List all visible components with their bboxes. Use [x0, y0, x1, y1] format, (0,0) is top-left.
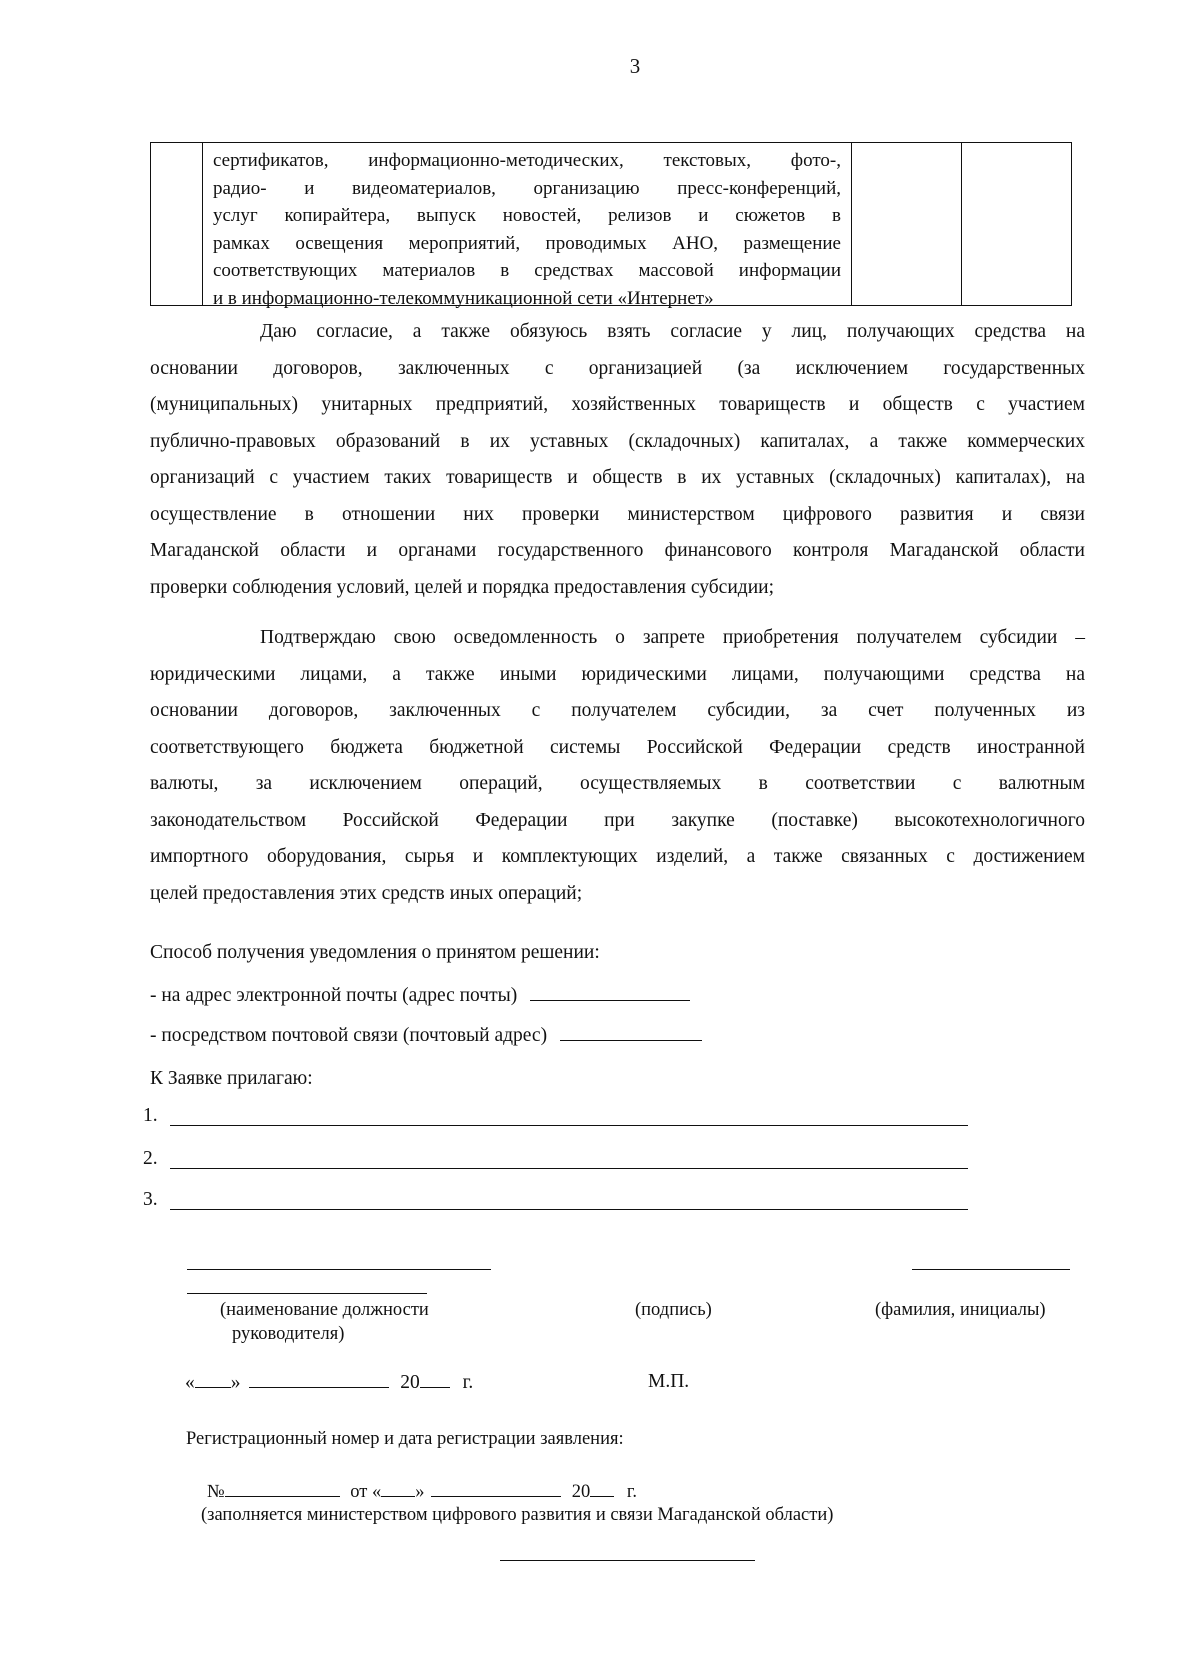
- date-close-quote: »: [230, 1372, 241, 1393]
- name-label: (фамилия, инициалы): [875, 1300, 1046, 1320]
- registration-number-field[interactable]: [225, 1478, 340, 1497]
- notification-email-row: [150, 982, 690, 1009]
- attachments-heading: К Заявке прилагаю:: [150, 1068, 313, 1089]
- awareness-paragraph: [150, 620, 1085, 912]
- attachment-number: 1.: [143, 1105, 158, 1126]
- table-cell-description: [213, 147, 841, 312]
- table-cell-line: радио- и видеоматериалов, организацию пресс-конференций,: [213, 177, 841, 199]
- table-column-divider: [851, 143, 852, 305]
- paragraph-line: Магаданской области и органами государственного финансового контроля Магаданской области: [150, 540, 1085, 561]
- paragraph-line: законодательством Российской Федерации при закупке (поставке) высокотехнологичного: [150, 809, 1085, 831]
- table-cell-line: сертификатов, информационно-методических, текстовых, фото-,: [213, 150, 841, 171]
- date-year-prefix: 20: [400, 1372, 420, 1393]
- position-label-second-line: руководителя): [232, 1324, 345, 1344]
- continued-table: [150, 142, 1072, 309]
- table-column-divider: [202, 143, 203, 305]
- registration-from: от: [350, 1482, 368, 1502]
- signature-date-row: [185, 1369, 473, 1396]
- name-field[interactable]: [912, 1269, 1070, 1270]
- paragraph-line: Даю согласие, а также обязуюсь взять согласие у лиц, получающих средства на: [260, 321, 1085, 342]
- attachment-number: 3.: [143, 1189, 158, 1210]
- notification-email-label: - на адрес электронной почты (адрес почты): [150, 985, 518, 1006]
- postal-address-field[interactable]: [560, 1022, 702, 1041]
- registration-close-quote: »: [415, 1482, 425, 1502]
- attachment-number: 2.: [143, 1148, 158, 1169]
- table-cell-line: и в информационно-телекоммуникационной сети «Интернет»: [213, 287, 714, 309]
- registration-year-field[interactable]: [590, 1478, 614, 1497]
- registration-row: [207, 1478, 637, 1505]
- registration-heading: Регистрационный номер и дата регистрации заявления:: [186, 1429, 624, 1449]
- paragraph-line: импортного оборудования, сырья и комплектующих изделий, а также связанных с достижением: [150, 846, 1085, 867]
- attachment-field-1[interactable]: [170, 1105, 968, 1126]
- date-day-field[interactable]: [195, 1369, 231, 1388]
- table-cell-line: соответствующих материалов в средствах массовой информации: [213, 260, 841, 281]
- registration-year-prefix: 20: [571, 1482, 591, 1502]
- registration-month-field[interactable]: [431, 1478, 561, 1497]
- stamp-placeholder: М.П.: [648, 1371, 690, 1392]
- position-label: (наименование должности: [220, 1300, 429, 1320]
- position-field-second-line[interactable]: [187, 1293, 427, 1294]
- registration-open-quote: «: [372, 1482, 382, 1502]
- email-address-field[interactable]: [530, 982, 690, 1001]
- date-year-suffix: г.: [462, 1372, 474, 1393]
- paragraph-line: соответствующего бюджета бюджетной системы Российской Федерации средств иностранной: [150, 736, 1085, 758]
- paragraph-line: валюты, за исключением операций, осуществляемых в соответствии с валютным: [150, 773, 1085, 794]
- paragraph-line: (муниципальных) унитарных предприятий, хозяйственных товариществ и обществ с участием: [150, 394, 1085, 415]
- notification-post-label: - посредством почтовой связи (почтовый адрес): [150, 1025, 548, 1046]
- registration-year-suffix: г.: [626, 1482, 638, 1502]
- date-year-field[interactable]: [420, 1369, 450, 1388]
- attachment-field-3[interactable]: [170, 1189, 968, 1210]
- table-column-divider: [961, 143, 962, 305]
- table-cell-line: рамках освещения мероприятий, проводимых АНО, размещение: [213, 232, 841, 254]
- registration-note: (заполняется министерством цифрового развития и связи Магаданской области): [201, 1505, 834, 1525]
- table-cell-line: услуг копирайтера, выпуск новостей, релизов и сюжетов в: [213, 205, 841, 226]
- paragraph-line: юридическими лицами, а также иными юридическими лицами, получающими средства на: [150, 663, 1085, 685]
- notification-post-row: [150, 1022, 702, 1049]
- closing-separator-line: [500, 1560, 755, 1561]
- consent-paragraph: [150, 314, 1085, 606]
- date-month-field[interactable]: [249, 1369, 389, 1388]
- registration-number-sign: №: [207, 1482, 225, 1502]
- paragraph-line: целей предоставления этих средств иных операций;: [150, 882, 583, 904]
- paragraph-line: проверки соблюдения условий, целей и порядка предоставления субсидии;: [150, 576, 774, 598]
- page-number: 3: [629, 54, 641, 78]
- paragraph-line: организаций с участием таких товариществ и обществ в их уставных (складочных) капиталах), на: [150, 467, 1085, 488]
- registration-day-field[interactable]: [381, 1478, 415, 1497]
- paragraph-line: основании договоров, заключенных с получателем субсидии, за счет полученных из: [150, 700, 1085, 721]
- attachment-field-2[interactable]: [170, 1148, 968, 1169]
- paragraph-line: основании договоров, заключенных с организацией (за исключением государственных: [150, 357, 1085, 379]
- position-field[interactable]: [187, 1269, 491, 1270]
- signature-label: (подпись): [635, 1300, 712, 1320]
- notification-heading: Способ получения уведомления о принятом решении:: [150, 942, 600, 963]
- paragraph-line: публично-правовых образований в их уставных (складочных) капиталах, а также коммерческих: [150, 430, 1085, 452]
- paragraph-line: осуществление в отношении них проверки министерством цифрового развития и связи: [150, 503, 1085, 525]
- date-open-quote: «: [185, 1372, 195, 1393]
- paragraph-line: Подтверждаю свою осведомленность о запрете приобретения получателем субсидии –: [260, 627, 1085, 648]
